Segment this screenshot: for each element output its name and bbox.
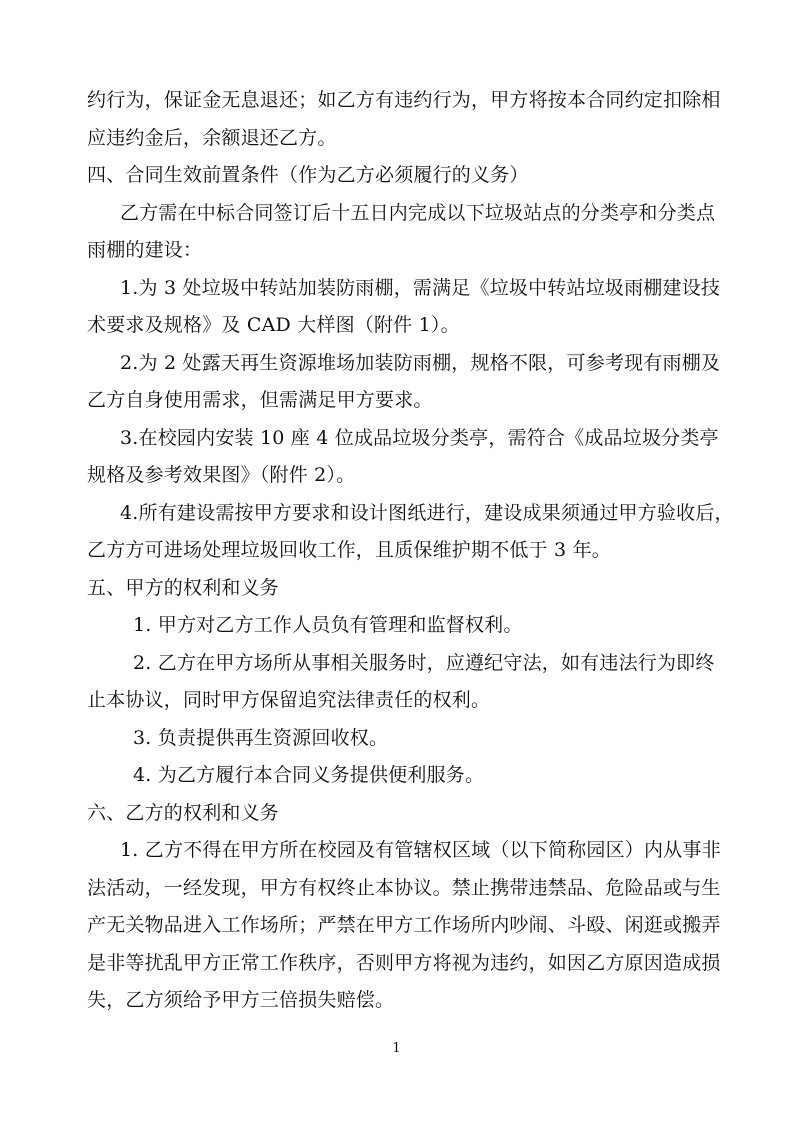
text-line-10: 3.在校园内安装 10 座 4 位成品垃圾分类亭，需符合《成品垃圾分类亭 xyxy=(120,427,719,449)
text-line-23: 产无关物品进入工作场所；严禁在甲方工作场所内吵闹、斗殴、闲逛或搬弄 xyxy=(87,914,721,936)
text-line-16: 2. 乙方在甲方场所从事相关服务时，应遵纪守法，如有违法行为即终 xyxy=(133,652,715,674)
section-heading-5: 五、甲方的权利和义务 xyxy=(87,577,280,599)
section-heading-6: 六、乙方的权利和义务 xyxy=(87,802,280,824)
text-line-21: 1. 乙方不得在甲方所在校园及有管辖权区域（以下简称园区）内从事非 xyxy=(120,839,721,861)
section-heading-4: 四、合同生效前置条件（作为乙方必须履行的义务） xyxy=(87,164,529,186)
page-number: 1 xyxy=(392,1041,401,1056)
text-line-6: 1.为 3 处垃圾中转站加装防雨棚，需满足《垃圾中转站垃圾雨棚建设技 xyxy=(120,277,721,299)
text-line-18: 3. 负责提供再生资源回收权。 xyxy=(133,727,389,749)
text-line-24: 是非等扰乱甲方正常工作秩序，否则甲方将视为违约，如因乙方原因造成损 xyxy=(87,952,721,974)
text-line-8: 2.为 2 处露天再生资源堆场加装防雨棚，规格不限，可参考现有雨棚及 xyxy=(120,352,721,374)
text-line-17: 止本协议，同时甲方保留追究法律责任的权利。 xyxy=(87,689,491,711)
text-line-19: 4. 为乙方履行本合同义务提供便利服务。 xyxy=(133,764,485,786)
text-line-7: 术要求及规格》及 CAD 大样图（附件 1）。 xyxy=(87,314,460,336)
text-line-4: 乙方需在中标合同签订后十五日内完成以下垃圾站点的分类亭和分类点 xyxy=(120,202,716,224)
text-line-13: 乙方方可进场处理垃圾回收工作，且质保维护期不低于 3 年。 xyxy=(87,539,611,561)
text-line-25: 失，乙方须给予甲方三倍损失赔偿。 xyxy=(87,989,395,1011)
text-line-5: 雨棚的建设： xyxy=(87,239,203,261)
text-line-2: 应违约金后，余额退还乙方。 xyxy=(87,127,337,149)
text-line-12: 4.所有建设需按甲方要求和设计图纸进行，建设成果须通过甲方验收后， xyxy=(120,502,734,524)
text-line-22: 法活动，一经发现，甲方有权终止本协议。禁止携带违禁品、危险品或与生 xyxy=(87,877,721,899)
text-line-1: 约行为，保证金无息退还；如乙方有违约行为，甲方将按本合同约定扣除相 xyxy=(87,89,721,111)
text-line-11: 规格及参考效果图》（附件 2）。 xyxy=(87,464,356,486)
text-line-15: 1. 甲方对乙方工作人员负有管理和监督权利。 xyxy=(133,614,523,636)
text-line-9: 乙方自身使用需求，但需满足甲方要求。 xyxy=(87,389,433,411)
